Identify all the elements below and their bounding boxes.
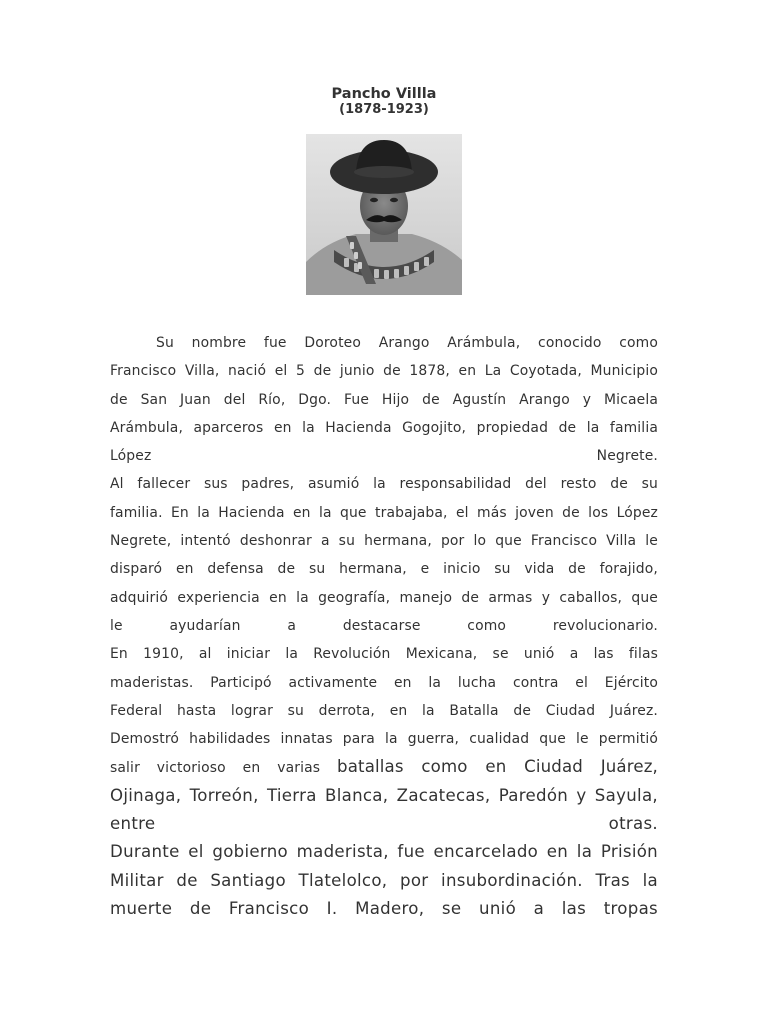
text-line: Arámbula, aparceros en la Hacienda Gogojito, propiedad de la familia xyxy=(110,419,658,436)
text-line: Francisco Villa, nació el 5 de junio de 1878, en La Coyotada, Municipio xyxy=(110,363,658,380)
text-line: En 1910, al iniciar la Revolución Mexicana, se unió a las filas xyxy=(110,646,658,663)
text-line: le ayudarían a destacarse como revolucionario. xyxy=(110,617,658,634)
text-line: Su nombre fue Doroteo Arango Arámbula, conocido como xyxy=(156,335,658,351)
text-line: muerte de Francisco I. Madero, se unió a las tropas xyxy=(110,898,658,918)
text-line: disparó en defensa de su hermana, e inicio su vida de forajido, xyxy=(110,561,658,578)
text-line: entre otras. xyxy=(110,814,658,834)
text-line: Federal hasta lograr su derrota, en la Batalla de Ciudad Juárez. xyxy=(110,702,658,719)
text-line: Negrete, intentó deshonrar a su hermana, por lo que Francisco Villa le xyxy=(110,533,658,550)
text-segment-large: batallas como en Ciudad Juárez, xyxy=(337,757,658,777)
text-line: López Negrete. xyxy=(110,448,658,465)
document-subtitle: (1878-1923) xyxy=(339,102,429,117)
text-line: Ojinaga, Torreón, Tierra Blanca, Zacatecas, Paredón y Sayula, xyxy=(110,785,658,805)
text-line: adquirió experiencia en la geografía, manejo de armas y caballos, que xyxy=(110,589,658,606)
text-line: Demostró habilidades innatas para la guerra, cualidad que le permitió xyxy=(110,731,658,748)
text-line: Durante el gobierno maderista, fue encarcelado en la Prisión xyxy=(110,842,658,862)
text-line-mixed xyxy=(110,753,658,781)
text-segment-small: salir victorioso en varias xyxy=(110,760,321,777)
document-title: Pancho Villla xyxy=(331,86,437,102)
text-line: Militar de Santiago Tlatelolco, por insubordinación. Tras la xyxy=(110,870,658,890)
text-line: familia. En la Hacienda en la que trabajaba, el más joven de los López xyxy=(110,504,658,521)
text-line: maderistas. Participó activamente en la lucha contra el Ejército xyxy=(110,674,658,691)
text-line: Al fallecer sus padres, asumió la responsabilidad del resto de su xyxy=(110,476,658,493)
portrait-photo xyxy=(306,134,462,295)
text-line: de San Juan del Río, Dgo. Fue Hijo de Agustín Arango y Micaela xyxy=(110,391,658,408)
document-body xyxy=(110,329,658,923)
